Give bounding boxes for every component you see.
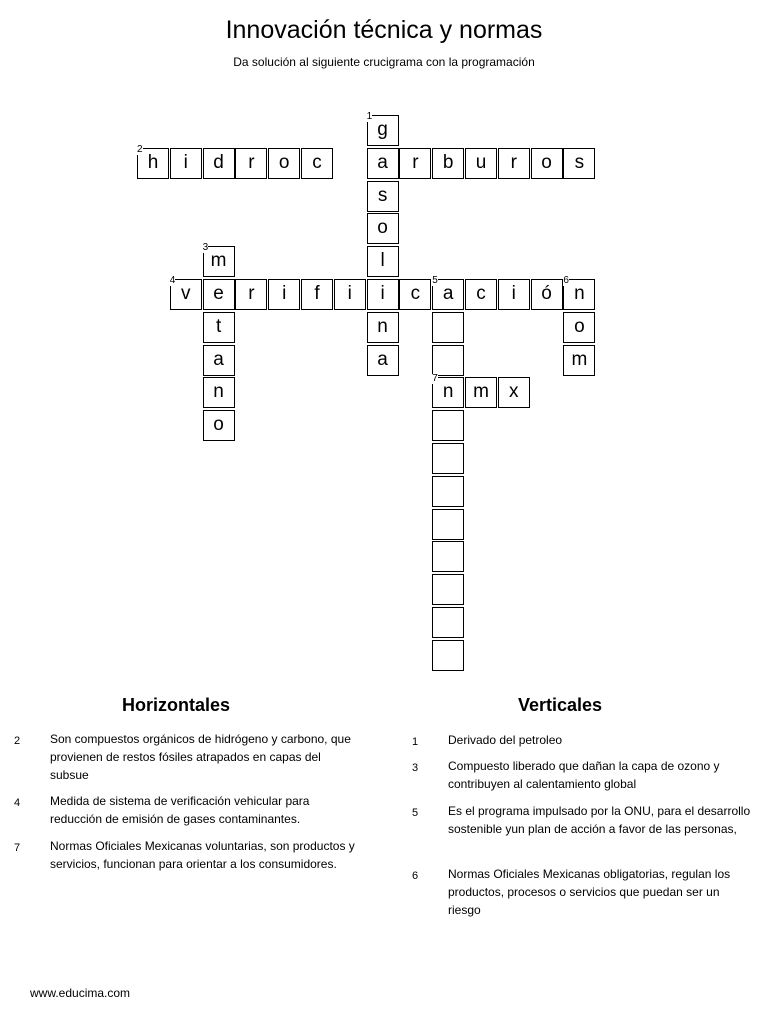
crossword-letter: e bbox=[213, 283, 224, 304]
crossword-cell[interactable] bbox=[465, 377, 497, 408]
crossword-letter: i bbox=[347, 283, 352, 304]
crossword-letter: r bbox=[248, 151, 255, 173]
crossword-cell[interactable] bbox=[432, 574, 464, 605]
crossword-letter: i bbox=[511, 283, 516, 304]
crossword-cell[interactable] bbox=[399, 279, 431, 310]
crossword-letter: o bbox=[377, 217, 388, 239]
crossword-cell[interactable] bbox=[334, 279, 366, 310]
crossword-cell[interactable] bbox=[432, 640, 464, 671]
crossword-cell[interactable] bbox=[203, 279, 235, 310]
crossword-letter: n bbox=[574, 283, 585, 304]
crossword-cell[interactable] bbox=[432, 476, 464, 507]
clue-number: 7 bbox=[14, 842, 21, 854]
crossword-cell[interactable] bbox=[563, 345, 595, 376]
crossword-cell[interactable] bbox=[367, 213, 399, 244]
page-title: Innovación técnica y normas bbox=[225, 16, 543, 44]
clue-text: Medida de sistema de verificación vehicular para reducción de emisión de gases contaminantes. bbox=[50, 794, 310, 826]
crossword-cell[interactable] bbox=[432, 345, 464, 376]
crossword-cell[interactable] bbox=[170, 148, 202, 179]
crossword-letter: o bbox=[541, 151, 552, 173]
crossword-letter: c bbox=[476, 283, 486, 304]
crossword-cell[interactable] bbox=[203, 345, 235, 376]
clue-text: Normas Oficiales Mexicanas obligatorias, regulan los productos, procesos o servicios que puedan ser un riesgo bbox=[448, 867, 731, 917]
crossword-clue-number: 2 bbox=[137, 143, 143, 155]
crossword-cell[interactable] bbox=[202, 242, 235, 277]
clue-number: 1 bbox=[412, 736, 419, 748]
crossword-letter: s bbox=[574, 151, 585, 173]
crossword-letter: i bbox=[380, 283, 385, 304]
clue-text: Normas Oficiales Mexicanas voluntarias, son productos y servicios, funcionan para orientar a los consumidores. bbox=[50, 839, 355, 871]
crossword-letter: i bbox=[183, 151, 188, 173]
crossword-cell[interactable] bbox=[203, 410, 235, 441]
crossword-letter: f bbox=[314, 283, 320, 304]
crossword-cell[interactable] bbox=[367, 345, 399, 376]
crossword-cell[interactable] bbox=[465, 148, 497, 179]
crossword-letter: b bbox=[442, 151, 454, 173]
crossword-letter: o bbox=[574, 315, 585, 337]
footer-site-link[interactable]: www.educima.com bbox=[30, 986, 131, 1000]
crossword-letter: n bbox=[442, 381, 454, 403]
horizontales-heading: Horizontales bbox=[121, 695, 231, 715]
crossword-cell[interactable] bbox=[563, 148, 595, 179]
crossword-letter: m bbox=[210, 250, 227, 272]
crossword-cell[interactable] bbox=[498, 377, 530, 408]
crossword-cell[interactable] bbox=[235, 279, 267, 310]
crossword-letter: n bbox=[377, 315, 388, 337]
crossword-letter: ó bbox=[541, 283, 552, 304]
clue-text: Compuesto liberado que dañan la capa de ozono y contribuyen al calentamiento global bbox=[448, 759, 720, 791]
crossword-letter: s bbox=[377, 184, 388, 206]
crossword-cell[interactable] bbox=[169, 275, 202, 310]
crossword-cell[interactable] bbox=[367, 312, 399, 343]
crossword-cell[interactable] bbox=[367, 148, 399, 179]
crossword-letter: i bbox=[282, 283, 287, 304]
verticales-heading: Verticales bbox=[517, 695, 603, 715]
crossword-letter: h bbox=[147, 151, 159, 173]
crossword-cell[interactable] bbox=[563, 312, 595, 343]
clue-number: 4 bbox=[14, 797, 21, 809]
crossword-letter: c bbox=[312, 151, 322, 173]
clue-text: Son compuestos orgánicos de hidrógeno y carbono, que provienen de restos fósiles atrapados en capas del subsue bbox=[50, 732, 351, 782]
crossword-cell[interactable] bbox=[203, 312, 235, 343]
crossword-letter: m bbox=[571, 348, 588, 370]
crossword-letter: x bbox=[509, 381, 519, 403]
crossword-letter: o bbox=[278, 151, 290, 173]
crossword-cell[interactable] bbox=[203, 377, 235, 408]
crossword-cell[interactable] bbox=[203, 148, 235, 179]
crossword-clue-number: 5 bbox=[432, 275, 438, 286]
crossword-letter: n bbox=[213, 381, 224, 403]
crossword-cell[interactable] bbox=[432, 373, 464, 408]
crossword-letter: o bbox=[213, 414, 224, 436]
crossword-letter: a bbox=[377, 348, 388, 370]
crossword-cell[interactable] bbox=[367, 246, 399, 277]
crossword-clue-number: 1 bbox=[366, 111, 373, 122]
crossword-cell[interactable] bbox=[235, 148, 267, 179]
crossword-cell[interactable] bbox=[432, 275, 464, 310]
crossword-clue-number: 3 bbox=[202, 242, 209, 254]
crossword-cell[interactable] bbox=[268, 279, 300, 310]
page-subtitle: Da solución al siguiente crucigrama con la programación bbox=[233, 55, 535, 69]
crossword-clue-number: 6 bbox=[563, 275, 569, 286]
crossword-cell[interactable] bbox=[465, 279, 497, 310]
clue-number: 2 bbox=[14, 735, 21, 747]
crossword-letter: t bbox=[215, 315, 222, 337]
crossword-letter: r bbox=[510, 151, 517, 173]
crossword-cell[interactable] bbox=[498, 148, 530, 179]
crossword-cell[interactable] bbox=[367, 279, 399, 310]
crossword-letter: d bbox=[213, 151, 224, 173]
crossword-cell[interactable] bbox=[432, 410, 464, 441]
crossword-letter: m bbox=[473, 381, 489, 403]
crossword-cell[interactable] bbox=[432, 148, 464, 179]
crossword-letter: r bbox=[412, 151, 419, 173]
crossword-letter: u bbox=[475, 151, 487, 173]
crossword-cell[interactable] bbox=[432, 443, 464, 474]
crossword-letter: c bbox=[410, 283, 421, 304]
crossword-letter: a bbox=[377, 151, 388, 173]
crossword-letter: v bbox=[181, 283, 191, 304]
clue-number: 6 bbox=[412, 870, 419, 882]
crossword-cell[interactable] bbox=[498, 279, 530, 310]
crossword-letter: r bbox=[248, 283, 255, 304]
crossword-clue-number: 7 bbox=[432, 373, 438, 385]
crossword-clue-number: 4 bbox=[169, 275, 176, 286]
crossword-cell[interactable] bbox=[432, 509, 464, 540]
crossword-cell[interactable] bbox=[367, 181, 399, 212]
crossword-cell[interactable] bbox=[432, 312, 464, 343]
crossword-cell[interactable] bbox=[301, 148, 333, 179]
crossword-cell[interactable] bbox=[366, 111, 399, 146]
clue-text: Derivado del petroleo bbox=[448, 733, 563, 747]
crossword-cell[interactable] bbox=[432, 607, 464, 638]
crossword-letter: g bbox=[377, 119, 388, 140]
crossword-cell[interactable] bbox=[563, 275, 595, 310]
crossword-cell[interactable] bbox=[531, 279, 563, 310]
crossword-cell[interactable] bbox=[268, 148, 300, 179]
clue-number: 5 bbox=[412, 807, 419, 819]
crossword-cell[interactable] bbox=[432, 541, 464, 572]
clue-number: 3 bbox=[412, 762, 419, 774]
crossword-cell[interactable] bbox=[137, 143, 169, 179]
crossword-letter: a bbox=[442, 283, 454, 304]
clue-text: Es el programa impulsado por la ONU, para el desarrollo sostenible yun plan de acción a favor de las personas, bbox=[448, 804, 751, 836]
crossword-cell[interactable] bbox=[301, 279, 333, 310]
crossword-letter: a bbox=[213, 348, 224, 370]
crossword-cell[interactable] bbox=[531, 148, 563, 179]
crossword-cell[interactable] bbox=[399, 148, 431, 179]
crossword-letter: l bbox=[380, 250, 385, 272]
